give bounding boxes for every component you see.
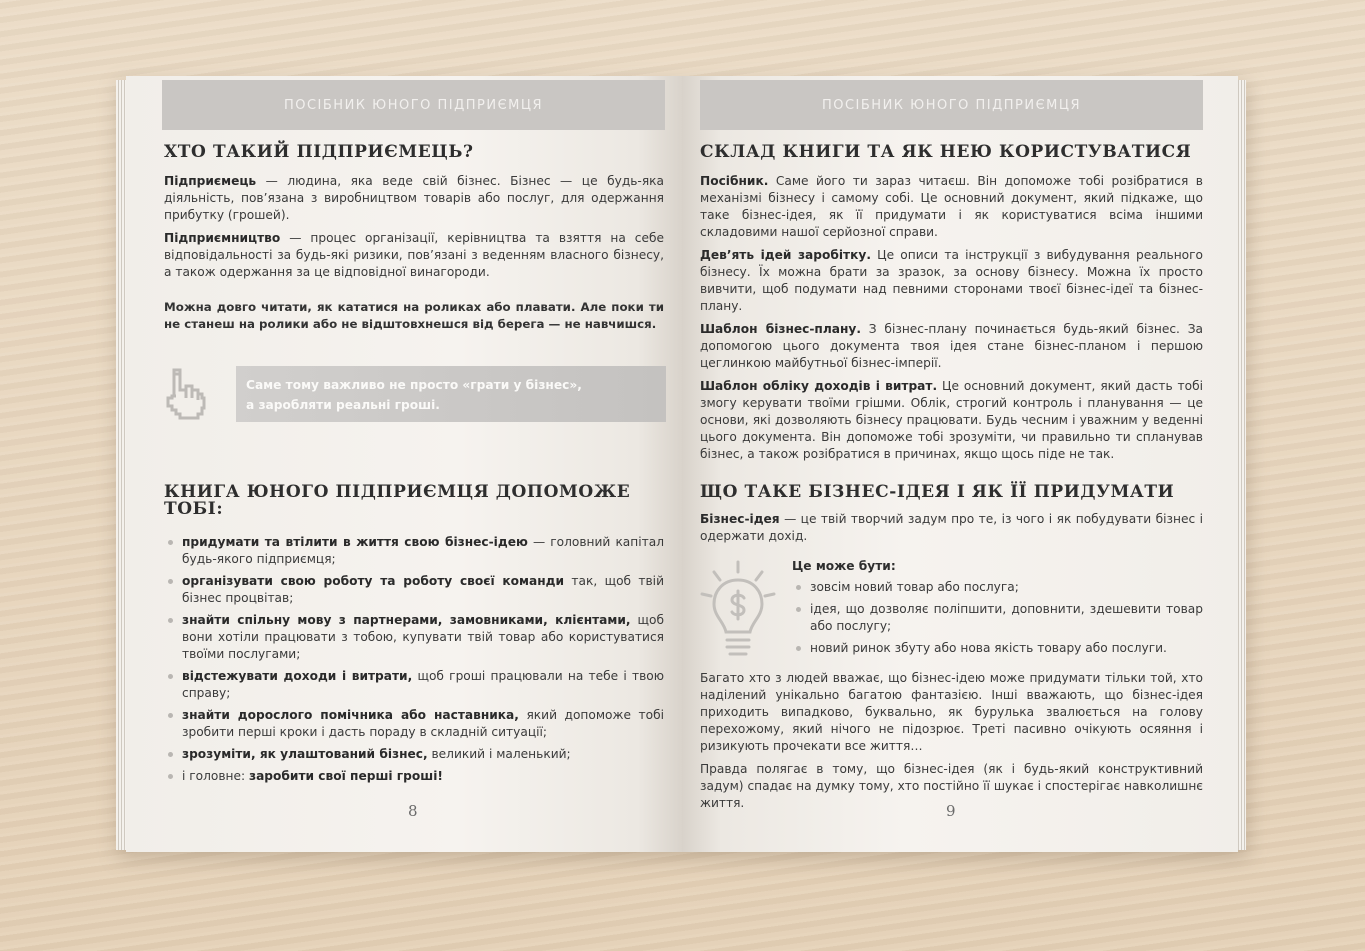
list-item — [164, 534, 664, 568]
may-be-list — [792, 579, 1203, 657]
part-nine-ideas — [700, 247, 1203, 315]
item-bold: знайти дорослого помічника або наставника, — [182, 708, 519, 722]
definition-text: — це твій творчий задум про те, із чого і як побудувати бізнес і одержати дохід. — [700, 512, 1203, 543]
list-item: ідея, що дозволяє поліпшити, доповнити, здешевити товар або послугу; — [792, 601, 1203, 635]
list-item — [164, 612, 664, 663]
running-header: ПОСІБНИК ЮНОГО ПІДПРИЄМЦЯ — [162, 80, 665, 130]
item-text: великий і маленький; — [427, 747, 571, 761]
section-title: СКЛАД КНИГИ ТА ЯК НЕЮ КОРИСТУВАТИСЯ — [700, 142, 1192, 162]
list-item — [164, 668, 664, 702]
left-page — [126, 76, 682, 852]
right-section-2 — [700, 484, 1203, 545]
item-text: який допоможе тобі зробити перші кроки і дасть пораду в складній ситуації; — [182, 708, 664, 739]
right-page — [682, 76, 1238, 852]
may-be-block — [792, 558, 1203, 662]
item-text: — головний капітал будь-якого підприємця; — [182, 535, 664, 566]
may-be-title: Це може бути: — [792, 559, 896, 573]
right-section-1 — [700, 144, 1203, 463]
part-business-plan — [700, 321, 1203, 372]
item-prefix: і головне: — [182, 769, 249, 783]
running-header: ПОСІБНИК ЮНОГО ПІДПРИЄМЦЯ — [700, 80, 1203, 130]
right-section-3 — [700, 670, 1203, 812]
business-idea-definition — [700, 511, 1203, 545]
page-number: 9 — [946, 802, 956, 820]
paragraph: Правда полягає в тому, що бізнес-ідея (як і будь-який конструктивний задум) спадає на думку тому, хто постійно її шукає і спостерігає навколишнє життя. — [700, 762, 1203, 810]
section-title: ХТО ТАКИЙ ПІДПРИЄМЕЦЬ? — [164, 142, 474, 162]
list-item: новий ринок збуту або нова якість товару або послуги. — [792, 640, 1203, 657]
term: Шаблон бізнес-плану. — [700, 322, 861, 336]
callout-line-1: Саме тому важливо не просто «грати у бізнес», — [246, 378, 582, 392]
callout-line-2: а заробляти реальні гроші. — [246, 398, 440, 412]
term: Дев’ять ідей заробітку. — [700, 248, 871, 262]
hand-pointer-icon — [160, 366, 214, 420]
definition-entrepreneurship — [164, 230, 664, 281]
left-section-2 — [164, 484, 664, 790]
item-bold: знайти спільну мову з партнерами, замовниками, клієнтами, — [182, 613, 631, 627]
item-bold: зрозуміти, як улаштований бізнес, — [182, 747, 428, 761]
item-bold: відстежувати доходи і витрати, — [182, 669, 413, 683]
term: Підприємець — [164, 174, 257, 188]
paragraph: Багато хто з людей вважає, що бізнес-ідею може придумати тільки той, хто наділений унікально багатою фантазією. Інші вважають, що бізнес-ідея приходить випадково, буквально, як бурулька звалюється на голову перехожому, який нічого не підозрює. Треті пасивно очікують осяяння і ризикують прочекати все життя… — [700, 671, 1203, 753]
item-text: щоб гроші працювали на тебе і твою справу; — [182, 669, 664, 700]
section-title: КНИГА ЮНОГО ПІДПРИЄМЦЯ ДОПОМОЖЕ ТОБІ: — [164, 482, 631, 519]
emphasis-paragraph: Можна довго читати, як кататися на роликах або плавати. Але поки ти не станеш на ролики або не відштовхнешся від берега — не навчишся. — [164, 300, 664, 331]
section-title: ЩО ТАКЕ БІЗНЕС-ІДЕЯ І ЯК ЇЇ ПРИДУМАТИ — [700, 482, 1175, 502]
term: Посібник. — [700, 174, 769, 188]
item-bold: організувати свою роботу та роботу своєї команди — [182, 574, 565, 588]
definition-text: — людина, яка веде свій бізнес. Бізнес — це будь-яка діяльність, пов’язана з виробництвом товарів або послуг, для одержання прибутку (грошей). — [164, 174, 664, 222]
part-text: З бізнес-плану починається будь-який бізнес. За допомогою цього документа твоя ідея стане бізнес-планом і першою цеглинкою майбутньої бізнес-імперії. — [700, 322, 1203, 370]
part-manual — [700, 173, 1203, 241]
term: Бізнес-ідея — [700, 512, 780, 526]
item-bold: заробити свої перші гроші! — [249, 769, 443, 783]
definition-text: — процес організації, керівництва та взяття на себе відповідальності за будь-які ризики, пов’язані з веденням власного бізнесу, а також одержання за це відповідної винагороди. — [164, 231, 664, 279]
list-item — [164, 707, 664, 741]
list-item: зовсім новий товар або послуга; — [792, 579, 1203, 596]
item-text: щоб вони хотіли працювати з тобою, купувати твій товар або користуватися твоїми послугами; — [182, 613, 664, 661]
item-bold: придумати та втілити в життя свою бізнес-ідею — [182, 535, 528, 549]
page-number: 8 — [408, 802, 418, 820]
term: Підприємництво — [164, 231, 281, 245]
part-text: Це описи та інструкції з вибудування реального бізнесу. Їх можна брати за зразок, за основу бізнесу. Можна їх просто вивчити, щоб подумати над певними сторонами твоєї бізнес-ідеї та бізнес-плану. — [700, 248, 1203, 313]
term: Шаблон обліку доходів і витрат. — [700, 379, 938, 393]
list-item — [164, 573, 664, 607]
item-text: так, щоб твій бізнес процвітав; — [182, 574, 664, 605]
part-accounting — [700, 378, 1203, 463]
benefits-list — [164, 534, 664, 785]
list-item — [164, 746, 664, 763]
lightbulb-dollar-icon — [698, 560, 778, 662]
part-text: Це основний документ, який дасть тобі змогу керувати твоїми грішми. Облік, строгий контроль і планування — це основи, які дозволяють бізнесу працювати. Будь чесним і уважним у веденні цього документа. Він допоможе тобі зрозуміти, чи правильно ти спланував бізнес, а також розібратися в причинах, якщо щось піде не так. — [700, 379, 1203, 461]
definition-entrepreneur — [164, 173, 664, 224]
list-item — [164, 768, 664, 785]
part-text: Саме його ти зараз читаєш. Він допоможе тобі розібратися в механізмі бізнесу і самому собі. Це основний документ, який підкаже, що таке бізнес-ідея, як її придумати і як користуватися всіма іншими складовими нашої серйозної справи. — [700, 174, 1203, 239]
callout-box — [236, 366, 666, 422]
left-section-1 — [164, 144, 664, 333]
